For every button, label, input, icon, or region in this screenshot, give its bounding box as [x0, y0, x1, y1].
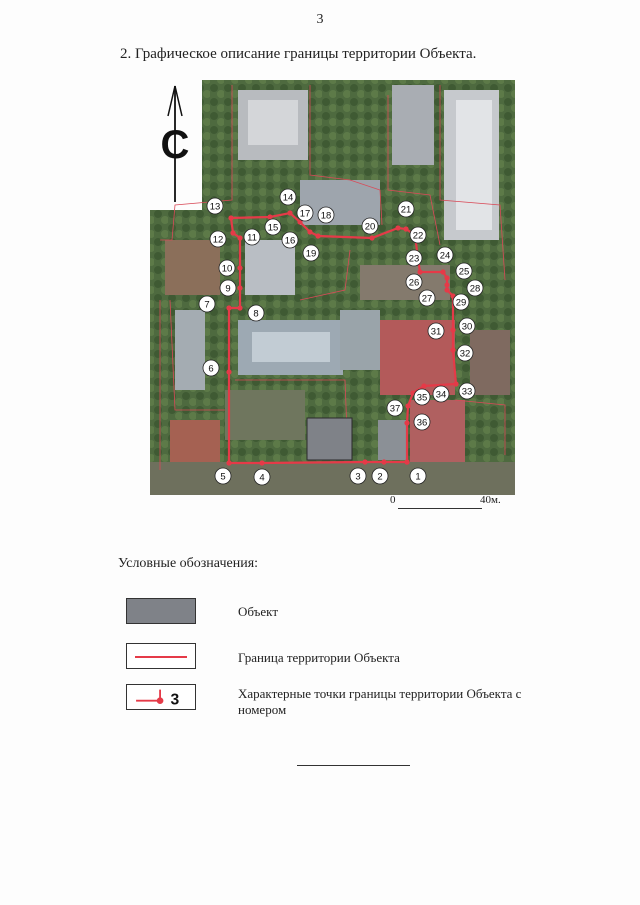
boundary-vertex: [237, 235, 242, 240]
point-marker-26[interactable]: [406, 274, 422, 290]
boundary-vertex: [307, 229, 312, 234]
boundary-vertex: [226, 305, 231, 310]
boundary-vertex: [453, 381, 458, 386]
point-marker-27[interactable]: [419, 290, 435, 306]
point-number-label: 1: [415, 471, 421, 483]
point-marker-13[interactable]: [207, 198, 223, 214]
point-number-label: 28: [469, 283, 481, 295]
boundary-vertex: [362, 459, 367, 464]
point-marker-31[interactable]: [428, 323, 444, 339]
point-marker-32[interactable]: [457, 345, 473, 361]
footer-divider: [297, 765, 410, 766]
boundary-vertex: [444, 282, 449, 287]
point-number-label: 9: [225, 283, 231, 295]
boundary-vertex: [226, 369, 231, 374]
point-number-label: 26: [408, 277, 420, 289]
legend-boundary-swatch: [126, 643, 196, 669]
point-marker-37[interactable]: [387, 400, 403, 416]
section-heading: 2. Графическое описание границы территории Объекта.: [120, 46, 477, 62]
point-number-label: 36: [416, 417, 428, 429]
point-marker-4[interactable]: [254, 469, 270, 485]
boundary-vertex: [450, 347, 455, 352]
point-number-label: 27: [421, 293, 433, 305]
satellite-map[interactable]: [150, 80, 515, 495]
boundary-vertex: [287, 210, 292, 215]
point-number-label: 15: [267, 222, 279, 234]
point-marker-11[interactable]: [244, 229, 260, 245]
page-number: 3: [316, 12, 324, 27]
point-marker-23[interactable]: [406, 250, 422, 266]
boundary-vertex: [315, 233, 320, 238]
point-number-label: 19: [305, 248, 317, 260]
point-marker-15[interactable]: [265, 219, 281, 235]
north-letter: С: [160, 123, 190, 167]
legend-point-label: Характерные точки границы территории Объекта с номером: [238, 686, 522, 717]
point-marker-5[interactable]: [215, 468, 231, 484]
point-marker-12[interactable]: [210, 231, 226, 247]
point-number-label: 17: [299, 208, 311, 220]
legend-point-number: 3: [170, 691, 180, 709]
point-number-label: 2: [377, 471, 383, 483]
point-number-label: 37: [389, 403, 401, 415]
boundary-vertex: [421, 383, 426, 388]
point-marker-1[interactable]: [410, 468, 426, 484]
point-marker-6[interactable]: [203, 360, 219, 376]
point-marker-22[interactable]: [410, 227, 426, 243]
point-number-label: 13: [209, 201, 221, 213]
point-number-label: 34: [435, 389, 447, 401]
point-number-label: 30: [461, 321, 473, 333]
boundary-vertex: [381, 459, 386, 464]
boundary-vertex: [237, 265, 242, 270]
boundary-vertex: [440, 269, 445, 274]
boundary-vertex: [403, 226, 408, 231]
point-marker-18[interactable]: [318, 207, 334, 223]
point-marker-19[interactable]: [303, 245, 319, 261]
point-number-label: 16: [284, 235, 296, 247]
point-marker-9[interactable]: [220, 280, 236, 296]
boundary-vertex: [230, 230, 235, 235]
north-arrow-icon: [150, 80, 202, 210]
boundary-vertex: [404, 459, 409, 464]
boundary-vertex: [226, 460, 231, 465]
point-marker-10[interactable]: [219, 260, 235, 276]
point-number-label: 25: [458, 266, 470, 278]
point-number-label: 10: [221, 263, 233, 275]
point-number-label: 12: [212, 234, 224, 246]
point-number-label: 5: [220, 471, 226, 483]
point-number-label: 18: [320, 210, 332, 222]
point-number-label: 11: [247, 232, 257, 244]
point-marker-28[interactable]: [467, 280, 483, 296]
scale-line: [398, 508, 482, 509]
point-marker-3[interactable]: [350, 468, 366, 484]
point-number-label: 35: [416, 392, 428, 404]
point-number-label: 4: [259, 472, 265, 484]
point-marker-36[interactable]: [414, 414, 430, 430]
point-marker-7[interactable]: [199, 296, 215, 312]
point-marker-34[interactable]: [433, 386, 449, 402]
boundary-vertex: [450, 327, 455, 332]
legend-object-label: Объект: [238, 604, 278, 619]
point-number-label: 7: [204, 299, 210, 311]
scale-distance-label: 40м.: [480, 494, 501, 506]
boundary-vertex: [369, 235, 374, 240]
legend-boundary-label: Граница территории Объекта: [238, 650, 400, 665]
scale-zero-label: 0: [390, 494, 396, 506]
point-number-label: 32: [459, 348, 471, 360]
point-marker-16[interactable]: [282, 232, 298, 248]
boundary-vertex: [405, 403, 410, 408]
point-marker-21[interactable]: [398, 201, 414, 217]
boundary-vertex: [404, 420, 409, 425]
point-number-label: 6: [208, 363, 214, 375]
point-number-label: 33: [461, 386, 473, 398]
point-marker-17[interactable]: [297, 205, 313, 221]
boundary-vertex: [237, 305, 242, 310]
legend-title: Условные обозначения:: [118, 556, 259, 571]
boundary-vertex: [237, 285, 242, 290]
boundary-vertex: [228, 215, 233, 220]
point-marker-8[interactable]: [248, 305, 264, 321]
point-number-label: 14: [282, 192, 294, 204]
point-number-label: 23: [408, 253, 420, 265]
boundary-vertex: [395, 225, 400, 230]
legend-object-swatch: [126, 598, 196, 624]
legend-point-swatch: [126, 684, 196, 710]
point-number-label: 21: [400, 204, 412, 216]
point-marker-33[interactable]: [459, 383, 475, 399]
point-number-label: 8: [253, 308, 259, 320]
point-marker-20[interactable]: [362, 218, 378, 234]
object-building: [307, 418, 352, 460]
point-marker-35[interactable]: [414, 389, 430, 405]
point-marker-24[interactable]: [437, 247, 453, 263]
point-number-label: 24: [439, 250, 451, 262]
point-number-label: 3: [355, 471, 361, 483]
boundary-vertex: [259, 460, 264, 465]
point-marker-29[interactable]: [453, 294, 469, 310]
point-number-label: 20: [364, 221, 376, 233]
boundary-vertex: [444, 275, 449, 280]
scale-bar: [390, 494, 510, 518]
point-marker-14[interactable]: [280, 189, 296, 205]
point-number-label: 31: [430, 326, 442, 338]
boundary-vertex: [417, 269, 422, 274]
boundary-vertex: [444, 287, 449, 292]
point-number-label: 29: [455, 297, 467, 309]
point-marker-25[interactable]: [456, 263, 472, 279]
point-marker-2[interactable]: [372, 468, 388, 484]
point-number-label: 22: [412, 230, 424, 242]
point-marker-30[interactable]: [459, 318, 475, 334]
